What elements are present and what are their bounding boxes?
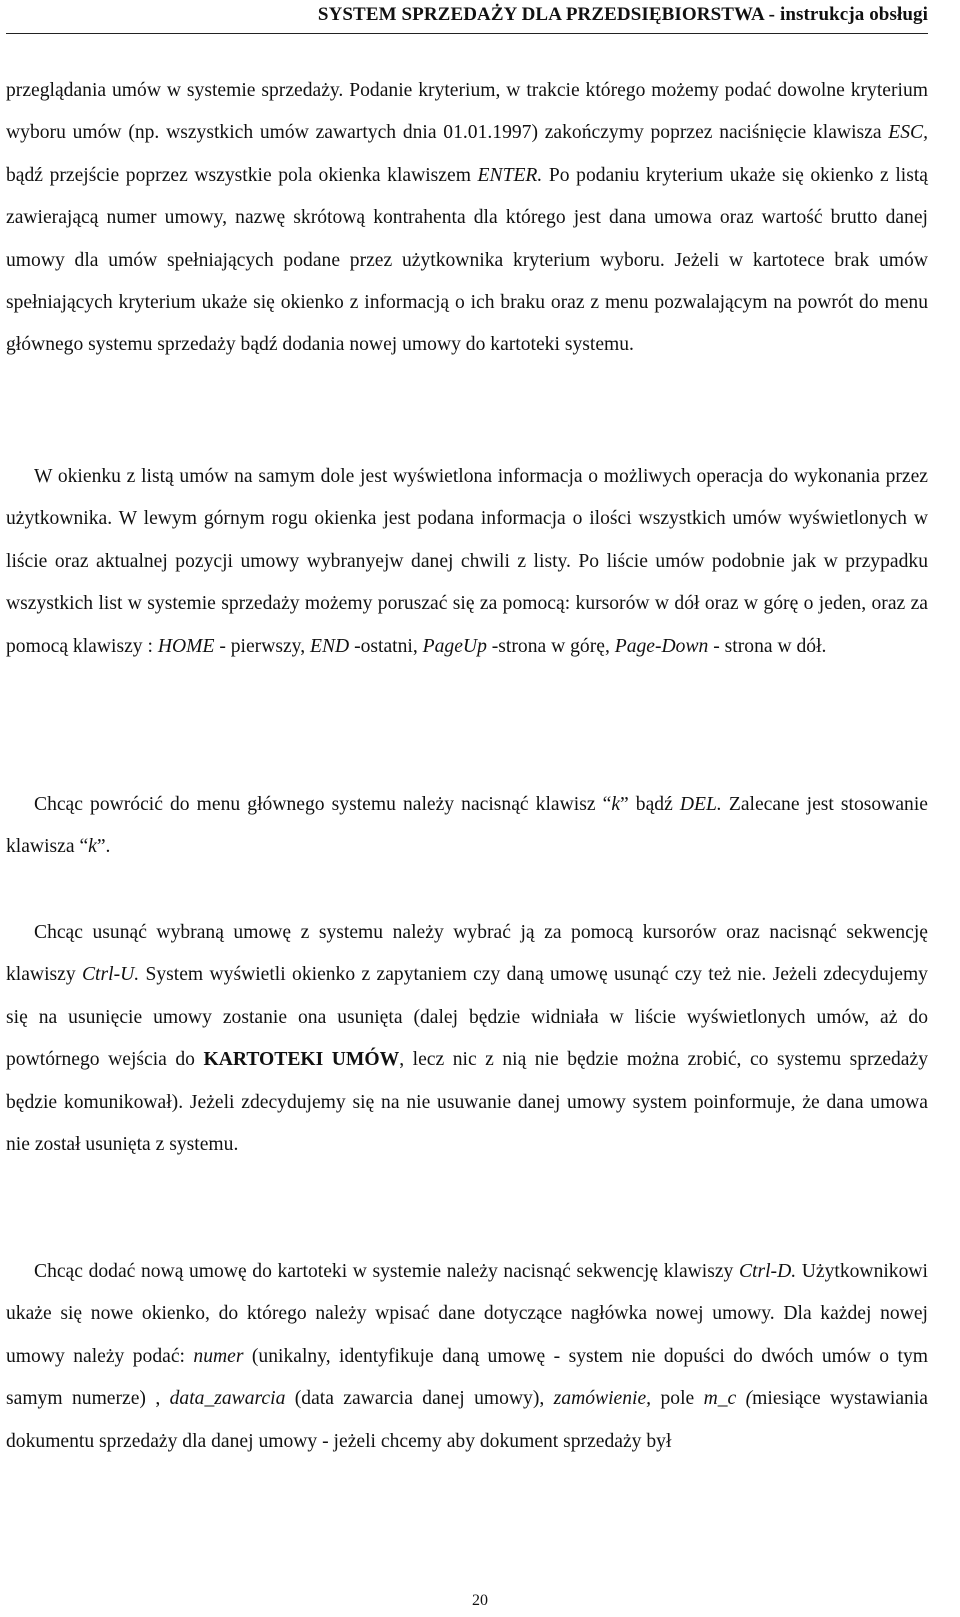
- key-k: k: [88, 836, 97, 858]
- paragraph-return-menu: [6, 784, 928, 869]
- paragraph-delete-contract: [6, 912, 928, 1166]
- text-run: (unikalny, identyfikuje daną umowę - system nie dopuści do dwóch umów o tym samym numerze) ,: [6, 1345, 928, 1410]
- key-ctrl-u: Ctrl-U.: [81, 964, 140, 986]
- field-zamowienie: zamówienie,: [553, 1388, 652, 1410]
- text-run: -strona w górę,: [486, 635, 615, 657]
- text-run: ”.: [96, 836, 111, 858]
- header-rule: [6, 33, 928, 34]
- field-data-zawarcia: data_zawarcia: [169, 1388, 286, 1410]
- key-pageup: PageUp: [422, 635, 487, 657]
- field-m-c: m_c (: [703, 1388, 753, 1410]
- text-run: Po podaniu kryterium ukaże się okienko z listą zawierającą numer umowy, nazwę skrótową kontrahenta dla którego jest dana umowa oraz wartość brutto danej umowy dla umów spełniających podane przez użytkownika kryterium wyboru. Jeżeli w kartotece brak umów spełniających kryterium ukaże się okienko z informacją o ich braku oraz z menu pozwalającym na powrót do menu głównego systemu sprzedaży bądź dodania nowej umowy do kartoteki systemu.: [6, 164, 928, 356]
- paragraph-list-navigation: [6, 456, 928, 668]
- key-end: END: [310, 635, 350, 657]
- text-run: Użytkownikowi ukaże się nowe okienko, do którego należy wpisać dane dotyczące nagłówka nowej umowy. Dla każdej nowej umowy należy podać:: [6, 1261, 928, 1367]
- text-run: ” bądź: [620, 794, 680, 815]
- paragraph-search-criteria: [6, 70, 928, 367]
- key-esc: ESC,: [888, 122, 928, 144]
- text-run: W okienku z listą umów na samym dole jest wyświetlona informacja o możliwych operacja do wykonania przez użytkownika. W lewym górnym rogu okienka jest podana informacja o ilości wszystkich umów wyświetlonych w liście oraz aktualnej pozycji umowy wybranyejw danej chwili z listy. Po liście umów podobnie jak w przypadku wszystkich list w systemie sprzedaży możemy poruszać się za pomocą: kursorów w dół oraz w górę o jeden, oraz za pomocą klawiszy :: [6, 466, 928, 657]
- key-pagedown: Page-Down: [614, 635, 709, 657]
- text-run: bądź przejście poprzez wszystkie pola okienka klawiszem: [6, 164, 478, 186]
- text-run: Chcąc powrócić do menu głównego systemu należy nacisnąć klawisz “: [34, 794, 612, 815]
- field-numer: numer: [193, 1345, 244, 1367]
- text-run: Chcąc dodać nową umowę do kartoteki w systemie należy nacisnąć sekwencję klawiszy: [34, 1261, 739, 1282]
- key-ctrl-d: Ctrl-D.: [738, 1261, 797, 1282]
- kartoteki-umow-label: KARTOTEKI UMÓW: [203, 1049, 400, 1071]
- page-header: SYSTEM SPRZEDAŻY DLA PRZEDSIĘBIORSTWA - instrukcja obsługi: [317, 4, 928, 25]
- key-home: HOME: [157, 635, 215, 657]
- text-run: (data zawarcia danej umowy),: [285, 1388, 554, 1410]
- key-enter: ENTER.: [477, 164, 543, 186]
- text-run: przeglądania umów w systemie sprzedaży. Podanie kryterium, w trakcie którego możemy podać dowolne kryterium wyboru umów (np. wszystkich umów zawartych dnia 01.01.1997) zakończymy poprzez naciśnięcie klawisza: [6, 80, 928, 144]
- paragraph-add-contract: [6, 1251, 928, 1463]
- text-run: - strona w dół.: [708, 635, 827, 657]
- text-run: Chcąc usunąć wybraną umowę z systemu należy wybrać ją za pomocą kursorów oraz nacisnąć sekwencję klawiszy: [6, 922, 928, 986]
- text-run: pole: [651, 1388, 704, 1410]
- text-run: miesiące wystawiania dokumentu sprzedaży dla danej umowy - jeżeli chcemy aby dokument sprzedaży był: [6, 1388, 928, 1452]
- key-del: DEL.: [679, 794, 722, 815]
- text-run: -ostatni,: [349, 635, 423, 657]
- text-run: - pierwszy,: [214, 635, 310, 657]
- text-run: Zalecane jest stosowanie klawisza “: [6, 794, 928, 858]
- text-run: System wyświetli okienko z zapytaniem czy daną umowę usunąć czy też nie. Jeżeli zdecydujemy się na usunięcie umowy zostanie ona usunięta (dalej będzie widniała w liście wyświetlonych umów, aż do powtórnego wejścia do: [6, 964, 928, 1071]
- key-k: k: [611, 794, 621, 815]
- text-run: , lecz nic z nią nie będzie można zrobić, co systemu sprzedaży będzie komunikował). Jeżeli zdecydujemy się na nie usuwanie danej umowy system poinformuje, że dana umowa nie został usunięta z systemu.: [6, 1049, 929, 1156]
- page-number: 20: [472, 1592, 488, 1609]
